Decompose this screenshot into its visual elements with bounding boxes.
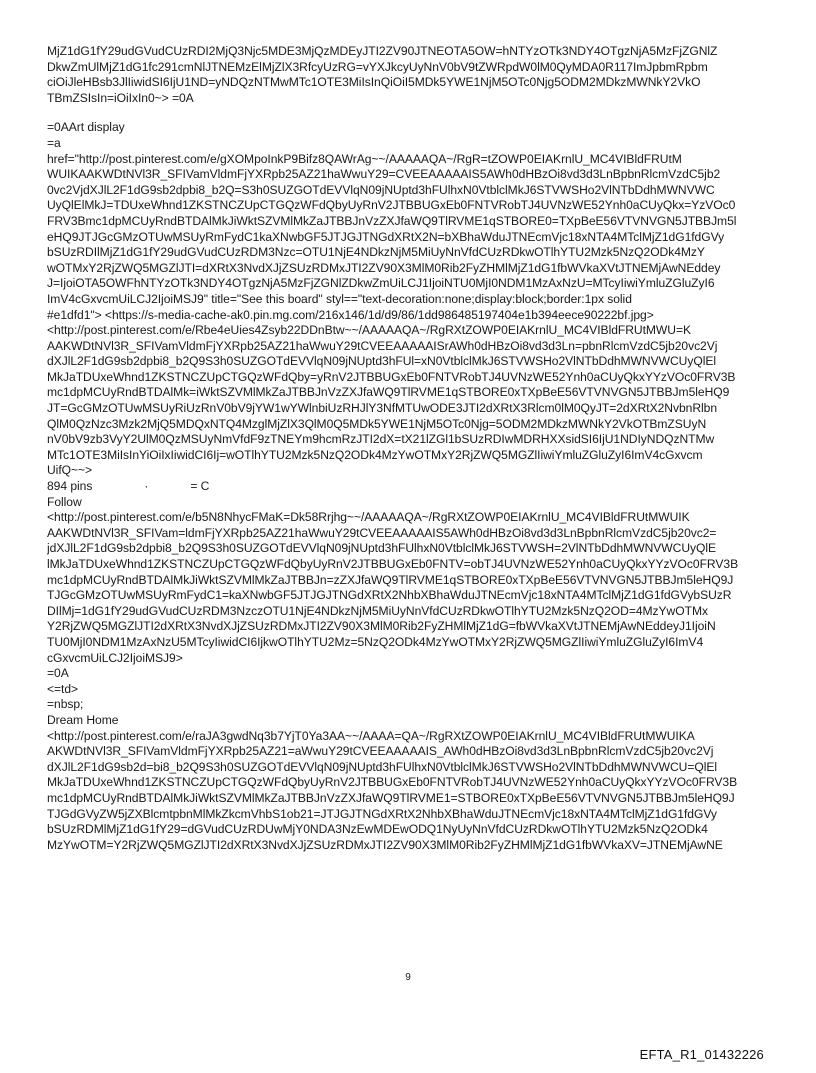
text-line: href="http://post.pinterest.com/e/gXOMpoInkP9Bifz8QAWrAg~~/AAAAAQA~/RgR=tZOWP0EIAKrnlU_MC4VIBldFRUtM	[47, 151, 682, 166]
text-line: <http://post.pinterest.com/e/raJA3gwdNq3b7YjT0Ya3AA~~/AAAA=QA~/RgRXtZOWP0EIAKrnlU_MC4VIBldFRUtMWUIKA	[47, 728, 695, 743]
text-line: #e1dfd1"> <https://s-media-cache-ak0.pin.mg.com/216x146/1d/d9/86/1dd986485197404e1b394eece90222bf.jpg>	[47, 307, 654, 322]
text-line: MzYwOTM=Y2RjZWQ5MGZlJTI2dXRtX3NvdXJjZSUzRDMxJTI2ZV90X3MlM0Rib2FyZHMlMjZ1dG1fbWVkaXV=JTNEMjAwNE	[47, 837, 723, 852]
text-line: <http://post.pinterest.com/e/b5N8NhycFMaK=Dk58Rrjhg~~/AAAAAQA~/RgRXtZOWP0EIAKrnlU_MC4VIBldFRUtMWUIK	[47, 510, 690, 525]
text-line: MTc1OTE3MiIsInYiOiIxIiwidCI6Ij=wOTlhYTU2Mzk5NzQ2ODk4MzYwOTMxY2RjZWQ5MGZlIiwiYmluZGluZyI6ImV4cGxvcm	[47, 447, 703, 462]
text-line: dXJlL2F1dG9sb2d=bi8_b2Q9S3h0SUZGOTdEVVlqN09jNUptd3hFUlhxN0VtblclMkJ6STVWSHo2VlNTbDdhMWNVWCU=QlEl	[47, 759, 718, 774]
text-line: Follow	[47, 494, 82, 509]
pins-separator: ·	[144, 479, 149, 494]
text-line: AKWDtNVl3R_SFIVamVldmFjYXRpb25AZ21=aWwuY29tCVEEAAAAAIS_AWh0dHBzOi8vd3d3LnBpbnRlcmVzdC5jb20vc2Vj	[47, 744, 714, 759]
text-line: wOTMxY2RjZWQ5MGZlJTI=dXRtX3NvdXJjZSUzRDMxJTI2ZV90X3MlM0Rib2FyZHMlMjZ1dG1fbWVkaXVtJTNEMjAwNEddey	[47, 260, 721, 275]
text-line: MjZ1dG1fY29udGVudCUzRDI2MjQ3Njc5MDE3MjQzMDEyJTI2ZV90JTNEOTA5OW=hNTYzOTk3NDY4OTgzNjA5MzFjZGNlZ	[47, 44, 718, 58]
document-body	[47, 44, 769, 853]
text-line: UifQ~~>	[47, 463, 93, 478]
text-line: AAKWDtNVl3R_SFIVamVldmFjYXRpb25AZ21haWwuY29tCVEEAAAAAISrAWh0dHBzOi8vd3d3Ln=pbnRlcmVzdC5jb20vc2Vj	[47, 338, 718, 353]
text-line: ImV4cGxvcmUiLCJ2IjoiMSJ9" title="See this board" styl=="text-decoration:none;display:block;border:1px solid	[47, 291, 632, 306]
text-line: WUIKAAKWDtNVl3R_SFIVamVldmFjYXRpb25AZ21haWwuY29=CVEEAAAAAIS5AWh0dHBzOi8vd3d3LnBpbnRlcmVzdC5jb2	[47, 167, 721, 182]
text-line: JT=GcGMzOTUwMSUyRiUzRnV0bV9jYW1wYWlnbiUzRHJlY3NfMTUwODE3JTI2dXRtX3Rlcm0lM0QyJT=2dXRtX2NvbnRlbn	[47, 401, 718, 416]
text-line: TBmZSIsIn=iOiIxIn0~> =0A	[47, 90, 194, 105]
text-line: <http://post.pinterest.com/e/Rbe4eUies4Zsyb22DDnBtw~~/AAAAAQA~/RgRXtZOWP0EIAKrnlU_MC4VIBldFRUtMWU=K	[47, 323, 691, 338]
pins-code: = C	[190, 479, 210, 494]
text-line: TU0MjI0NDM1MzAxNzU5MTcyIiwidCI6IjkwOTlhYTU2Mz=5NzQ2ODk4MzYwOTMxY2RjZWQ5MGZlIiwiYmluZGluZyI6ImV4	[47, 634, 704, 649]
text-line: DkwZmUlMjZ1dG1fc291cmNlJTNEMzElMjZlX3RfcyUzRG=vYXJkcyUyNnV0bV9tZWRpdW0lM0QyMDA0R117ImJpbmRpbm	[47, 59, 708, 74]
document-id: EFTA_R1_01432226	[639, 1047, 764, 1062]
text-line: <=td>	[47, 681, 79, 696]
text-block-1	[47, 44, 769, 106]
text-line: QlM0QzNzc3Mzk2MjQ5MDQxNTQ4MzglMjZlX3QlM0Q5MDk5YWE1NjM5OTc0Njg=5ODM2MDkzMWNkY2VkOTBmZSUyN	[47, 416, 707, 431]
text-line: nV0bV9zb3VyY2UlM0QzMSUyNmVfdF9zTNEYm9hcmRzJTI2dX=tX21lZGl1bSUzRDIwMDRHXXsidSI6IjU1NDIyNDQzNTMw	[47, 432, 715, 447]
text-line: UyQlElMkJ=TDUxeWhnd1ZKSTNCZUpCTGQzWFdQbyUyRnV2JTBBUGxEb0FNTVRobTJ4UVNzWE52Ynh0aCUyQkx=YzVOc0	[47, 198, 736, 213]
text-line: ciOiJleHBsb3JlIiwidSI6IjU1ND=yNDQzNTMwMTc1OTE3MiIsInQiOiI5MDk5YWE1NjM5OTc0Njg5ODM2MDkzMWNkY2VkO	[47, 75, 701, 90]
text-block-2	[47, 120, 769, 479]
text-line: MkJaTDUxeWhnd1ZKSTNCZUpCTGQzWFdQby=yRnV2JTBBUGxEb0FNTVRobTJ4UVNzWE52Ynh0aCUyQkxYYzVOc0FRV3B	[47, 369, 736, 384]
text-line: Y2RjZWQ5MGZlJTI2dXRtX3NvdXJjZSUzRDMxJTI2ZV90X3MlM0Rib2FyZHMlMjZ1dG=fbWVkaXVtJTNEMjAwNEddeyJ1IjoiN	[47, 619, 716, 634]
text-line: jdXJlL2F1dG9sb2dpbi8_b2Q9S3h0SUZGOTdEVVlqN09jNUptd3hFUlhxN0VtblclMkJ6STVWSH=2VlNTbDdhMWNVWCUyQlE	[47, 541, 717, 556]
paragraph-gap	[47, 106, 769, 120]
text-line: Dream Home	[47, 712, 119, 727]
text-line: DIlMj=1dG1fY29udGVudCUzRDM3NzczOTU1NjE4NDkzNjM5MiUyNnVfdCUzRDkwOTlhYTU2Mzk5NzQ2OD=4MzYwOTMx	[47, 603, 708, 618]
text-line: FRV3Bmc1dpMCUyRndBTDAlMkJiWktSZVMlMkZaJTBBJnVzZXJfaWQ9TlRVME1qSTBORE0=TXpBeE56VTVNVGN5JTBBJm5l	[47, 213, 737, 228]
text-line: mc1dpMCUyRndBTDAlMkJiWktSZVMlMkZaJTBBJn=zZXJfaWQ9TlRVME1qSTBORE0xTXpBeE56VTVNVGN5JTBBJm5leHQ9J	[47, 572, 734, 587]
text-line: =0A	[47, 666, 69, 681]
pins-count: 894 pins	[47, 479, 93, 494]
text-line: mc1dpMCUyRndBTDAlMkJiWktSZVMlMkZaJTBBJnVzZXJfaWQ9TlRVME1=STBORE0xTXpBeE56VTVNVGN5JTBBJm5leHQ9J	[47, 790, 735, 805]
text-line: AAKWDtNVl3R_SFIVam=ldmFjYXRpb25AZ21haWwuY29tCVEEAAAAAIS5AWh0dHBzOi8vd3d3LnBpbnRlcmVzdC5jb20vc2=	[47, 525, 717, 540]
text-line: bSUzRDMlMjZ1dG1fY29=dGVudCUzRDUwMjY0NDA3NzEwMDEwODQ1NyUyNnVfdCUzRDkwOTlhYTU2Mzk5NzQ2ODk4	[47, 822, 708, 837]
text-line: bSUzRDIlMjZ1dG1fY29udGVudCUzRDM3Nzc=OTU1NjE4NDkzNjM5MiUyNnVfdCUzRDkwOTlhYTU2Mzk5NzQ2ODk4MzY	[47, 245, 705, 260]
text-line: =a	[47, 135, 61, 150]
pins-line	[47, 479, 769, 495]
text-line: MkJaTDUxeWhnd1ZKSTNCZUpCTGQzWFdQbyUyRnV2JTBBUGxEb0FNTVRobTJ4UVNzWE52Ynh0aCUyQkxYYzVOc0FRV3B	[47, 775, 738, 790]
text-line: =0AArt display	[47, 120, 125, 135]
text-line: =nbsp;	[47, 697, 84, 712]
text-line: eHQ9JTJGcGMzOTUwMSUyRmFydC1kaXNwbGF5JTJGJTNGdXRtX2N=bXBhaWduJTNEcmVjc18xNTA4MTclMjZ1dG1fdGVy	[47, 229, 725, 244]
text-line: lMkJaTDUxeWhnd1ZKSTNCZUpCTGQzWFdQbyUyRnV2JTBBUGxEb0FNTV=obTJ4UVNzWE52Ynh0aCUyQkxYYzVOc0FRV3B	[47, 557, 739, 571]
text-line: J=IjoiOTA5OWFhNTYzOTk3NDY4OTgzNjA5MzFjZGNlZDkwZmUiLCJ1IjoiNTU0MjI0NDM1MzAxNzU=MTcyIiwiYmluZGluZyI6	[47, 276, 715, 291]
text-line: TJGdGVyZW5jZXBlcmtpbnMlMkZkcmVhbS1ob21=JTJGJTNGdXRtX2NhbXBhaWduJTNEcmVjc18xNTA4MTclMjZ1dG1fdGVy	[47, 806, 717, 821]
text-line: mc1dpMCUyRndBTDAlMk=iWktSZVMlMkZaJTBBJnVzZXJfaWQ9TlRVME1qSTBORE0xTXpBeE56VTVNVGN5JTBBJm5leHQ9	[47, 385, 730, 400]
text-block-3	[47, 495, 769, 854]
text-line: 0vc2VjdXJlL2F1dG9sb2dpbi8_b2Q=S3h0SUZGOTdEVVlqN09jNUptd3hFUlhxN0VtblclMkJ6STVWSHo2VlNTbDdhMWNVWC	[47, 182, 715, 197]
page-number: 9	[405, 972, 411, 983]
text-line: dXJlL2F1dG9sb2dpbi8_b2Q9S3h0SUZGOTdEVVlqN09jNUptd3hFUl=xN0VtblclMkJ6STVWSHo2VlNTbDdhMWNVWCUyQlEl	[47, 354, 717, 369]
text-line: TJGcGMzOTUwMSUyRmFydC1=kaXNwbGF5JTJGJTNGdXRtX2NhbXBhaWduJTNEcmVjc18xNTA4MTclMjZ1dG1fdGVybSUzR	[47, 588, 732, 603]
text-line: cGxvcmUiLCJ2IjoiMSJ9>	[47, 650, 183, 665]
